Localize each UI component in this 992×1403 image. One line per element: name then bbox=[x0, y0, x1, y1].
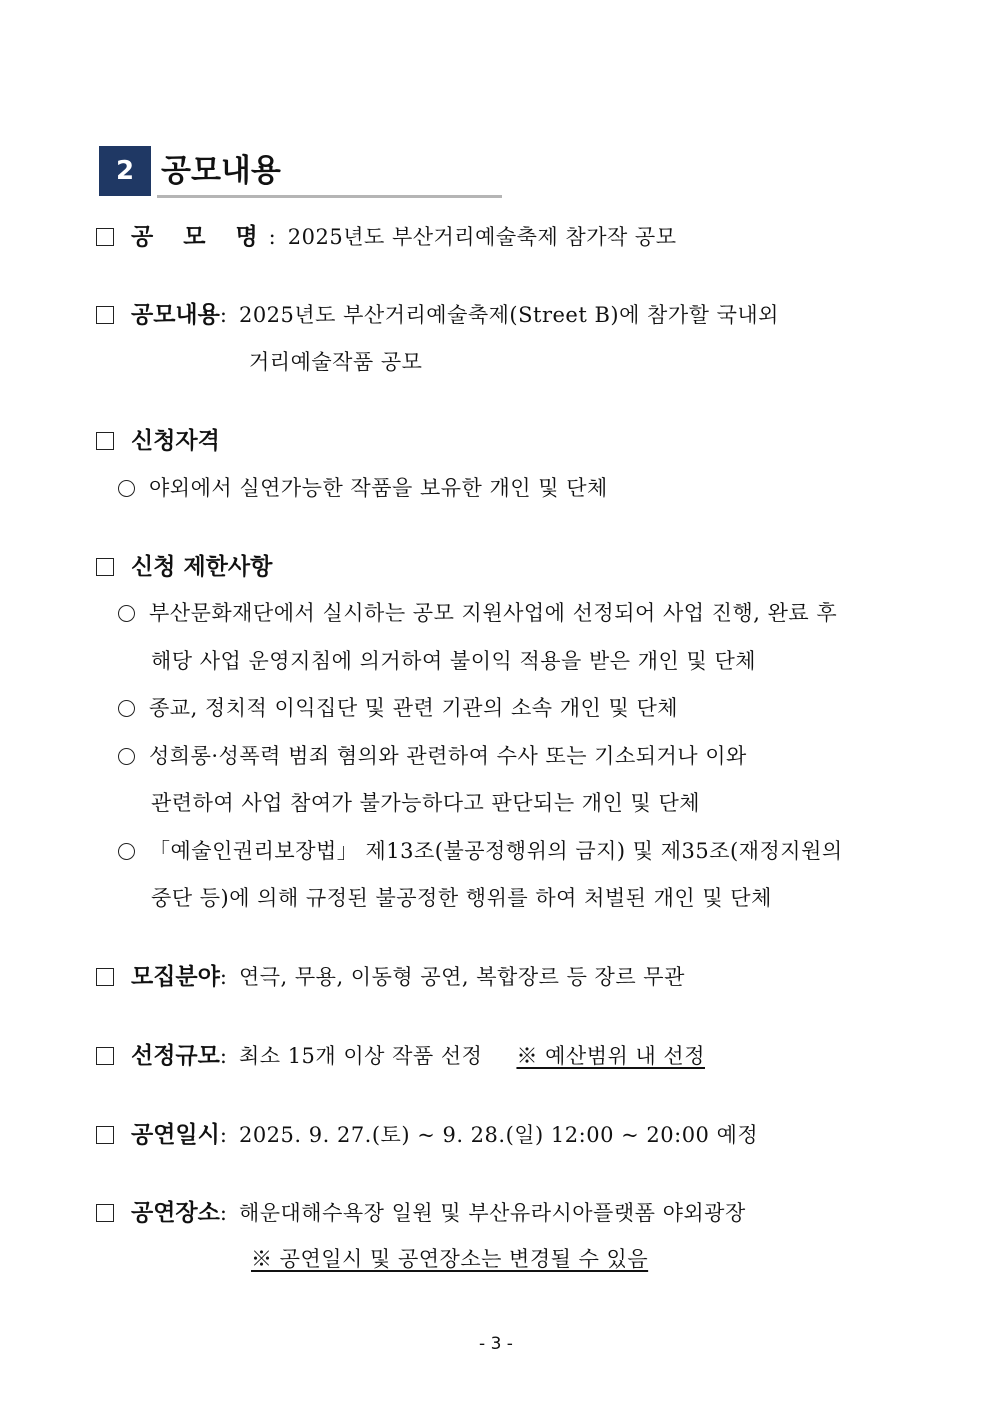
item-name-label: 공 모 명 bbox=[131, 224, 269, 250]
item-eligibility-label: 신청자격 bbox=[131, 428, 220, 454]
item-venue-note: ※ 공연일시 및 공연장소는 변경될 수 있음 bbox=[251, 1247, 649, 1271]
item-field-label: 모집분야 bbox=[131, 964, 220, 990]
item-content-label: 공모내용 bbox=[131, 302, 220, 328]
restriction-bullet-text: 부산문화재단에서 실시하는 공모 지원사업에 선정되어 사업 진행, 완료 후 bbox=[149, 601, 838, 625]
item-name bbox=[96, 218, 677, 251]
circle-bullet-icon bbox=[118, 605, 135, 622]
checkbox-icon bbox=[96, 558, 114, 576]
item-field bbox=[96, 958, 685, 991]
colon: : bbox=[219, 1123, 227, 1147]
eligibility-bullet bbox=[118, 472, 608, 502]
item-field-value: 연극, 무용, 이동형 공연, 복합장르 등 장르 무관 bbox=[238, 965, 685, 989]
restriction-bullet-continuation: 관련하여 사업 참여가 불가능하다고 판단되는 개인 및 단체 bbox=[151, 791, 701, 815]
colon: : bbox=[219, 1201, 227, 1225]
restriction-bullet-text: 성희롱·성폭력 범죄 혐의와 관련하여 수사 또는 기소되거나 이와 bbox=[149, 744, 747, 768]
item-venue-label: 공연장소 bbox=[131, 1200, 220, 1226]
colon: : bbox=[219, 303, 227, 327]
circle-bullet-icon bbox=[118, 748, 135, 765]
page-number: - 3 - bbox=[479, 1334, 513, 1354]
item-eligibility bbox=[96, 422, 220, 455]
checkbox-icon bbox=[96, 306, 114, 324]
restriction-bullet bbox=[118, 692, 678, 722]
item-scale bbox=[96, 1037, 705, 1070]
colon: : bbox=[219, 1044, 227, 1068]
checkbox-icon bbox=[96, 1047, 114, 1065]
item-restrictions-label: 신청 제한사항 bbox=[131, 554, 273, 580]
item-schedule bbox=[96, 1116, 758, 1149]
colon: : bbox=[219, 965, 227, 989]
item-schedule-label: 공연일시 bbox=[131, 1122, 220, 1148]
section-number-badge: 2 bbox=[99, 146, 151, 196]
restriction-bullet-text: 종교, 정치적 이익집단 및 관련 기관의 소속 개인 및 단체 bbox=[149, 696, 679, 720]
circle-bullet-icon bbox=[118, 700, 135, 717]
restriction-bullet bbox=[118, 597, 837, 627]
item-scale-label: 선정규모 bbox=[131, 1043, 220, 1069]
item-venue bbox=[96, 1194, 746, 1227]
item-scale-value: 최소 15개 이상 작품 선정 bbox=[238, 1044, 483, 1068]
restriction-bullet bbox=[118, 835, 843, 865]
item-venue-value: 해운대해수욕장 일원 및 부산유라시아플랫폼 야외광장 bbox=[238, 1201, 746, 1225]
item-schedule-value: 2025. 9. 27.(토) ~ 9. 28.(일) 12:00 ~ 20:00 예정 bbox=[238, 1123, 759, 1147]
restriction-bullet-continuation: 해당 사업 운영지침에 의거하여 불이익 적용을 받은 개인 및 단체 bbox=[151, 649, 757, 673]
item-content bbox=[96, 296, 779, 329]
checkbox-icon bbox=[96, 228, 114, 246]
checkbox-icon bbox=[96, 432, 114, 450]
item-content-value-line2: 거리예술작품 공모 bbox=[249, 350, 423, 374]
restriction-bullet-continuation: 중단 등)에 의해 규정된 불공정한 행위를 하여 처벌된 개인 및 단체 bbox=[151, 886, 772, 910]
eligibility-bullet-text: 야외에서 실연가능한 작품을 보유한 개인 및 단체 bbox=[149, 476, 608, 500]
restriction-bullet-text: 「예술인권리보장법」 제13조(불공정행위의 금지) 및 제35조(재정지원의 bbox=[149, 839, 843, 863]
colon: : bbox=[268, 225, 276, 249]
restriction-bullet bbox=[118, 740, 747, 770]
item-restrictions bbox=[96, 548, 272, 581]
section-title: 공모내용 bbox=[161, 153, 281, 189]
checkbox-icon bbox=[96, 968, 114, 986]
checkbox-icon bbox=[96, 1204, 114, 1222]
item-content-value-line1: 2025년도 부산거리예술축제(Street B)에 참가할 국내외 bbox=[238, 303, 779, 327]
checkbox-icon bbox=[96, 1126, 114, 1144]
item-scale-note: ※ 예산범위 내 선정 bbox=[516, 1044, 705, 1068]
section-title-underline bbox=[157, 195, 502, 198]
item-name-value: 2025년도 부산거리예술축제 참가작 공모 bbox=[287, 225, 677, 249]
circle-bullet-icon bbox=[118, 480, 135, 497]
circle-bullet-icon bbox=[118, 843, 135, 860]
